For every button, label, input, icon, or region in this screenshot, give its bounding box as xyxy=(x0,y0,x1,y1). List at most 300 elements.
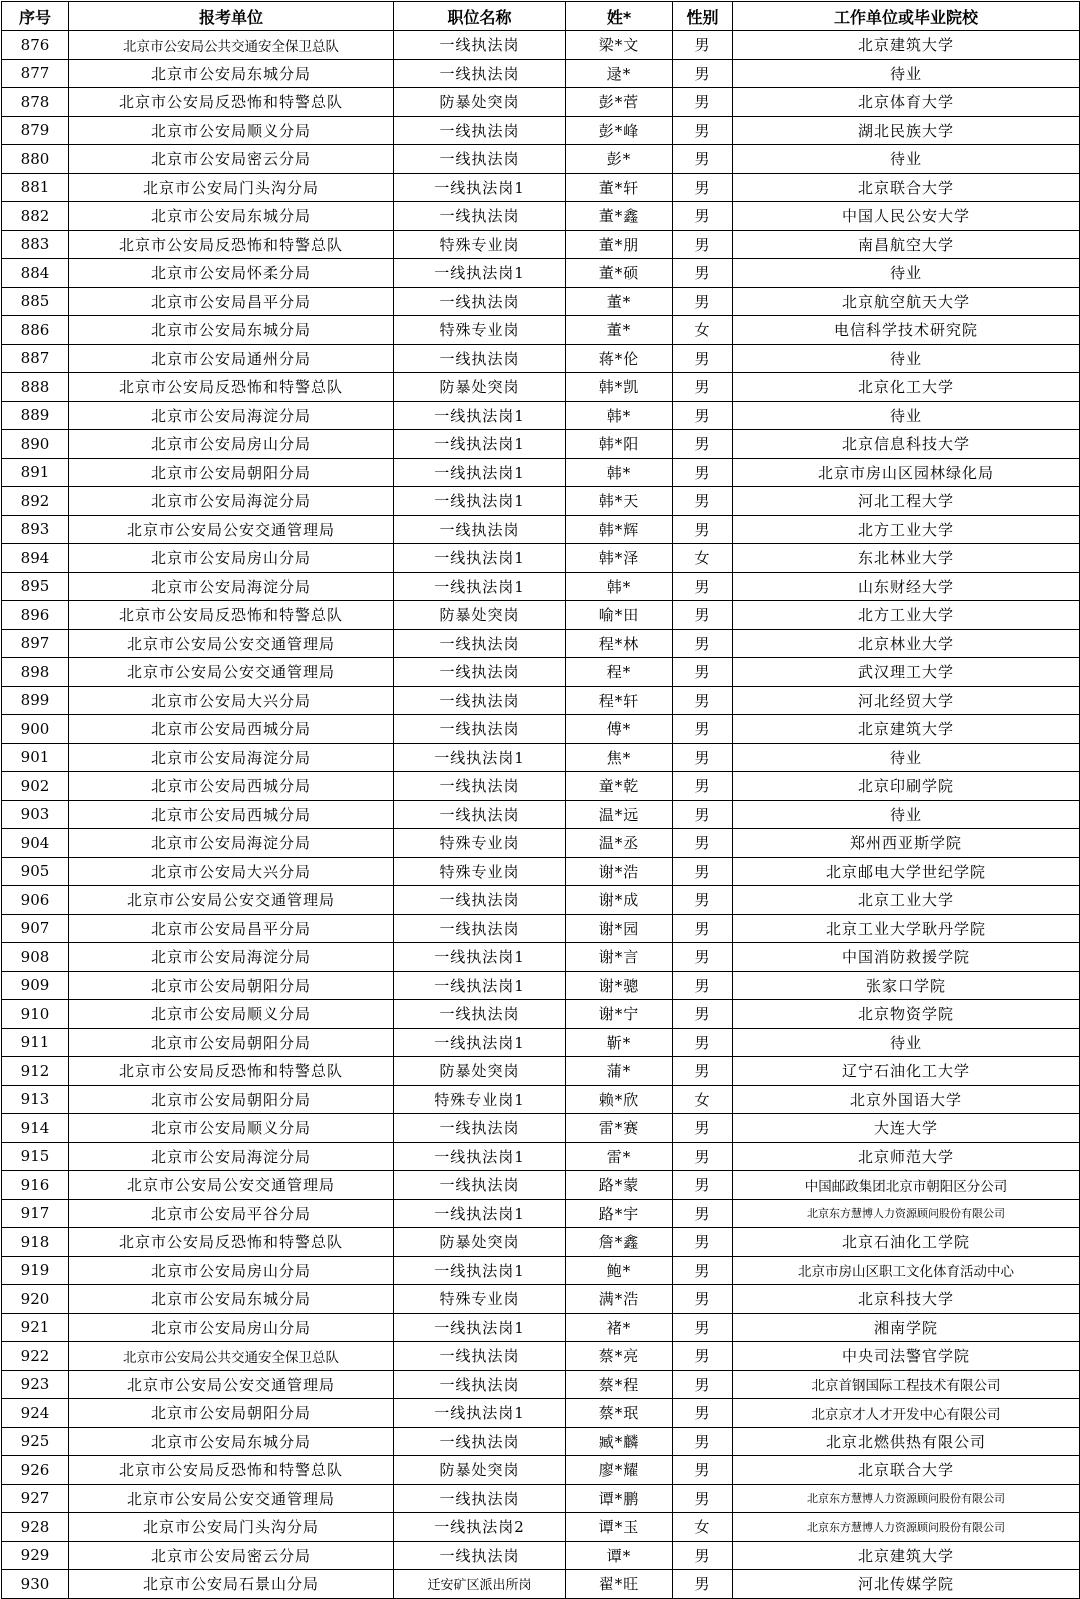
table-row xyxy=(2,88,1080,117)
cell-applied-unit: 北京市公安局顺义分局 xyxy=(69,116,394,145)
cell-serial-number: 921 xyxy=(2,1313,69,1342)
cell-workplace-or-school: 北方工业大学 xyxy=(733,601,1080,630)
cell-workplace-or-school: 北京印刷学院 xyxy=(733,772,1080,801)
cell-name: 韩*泽 xyxy=(566,544,673,573)
table-row xyxy=(2,145,1080,174)
cell-workplace-or-school: 北京联合大学 xyxy=(733,1456,1080,1485)
cell-serial-number: 889 xyxy=(2,401,69,430)
cell-applied-unit: 北京市公安局朝阳分局 xyxy=(69,1028,394,1057)
cell-workplace-or-school: 河北经贸大学 xyxy=(733,686,1080,715)
cell-name: 韩* xyxy=(566,572,673,601)
cell-applied-unit: 北京市公安局朝阳分局 xyxy=(69,1085,394,1114)
cell-applied-unit: 北京市公安局公安交通管理局 xyxy=(69,886,394,915)
cell-name: 董*轩 xyxy=(566,173,673,202)
cell-name: 褚* xyxy=(566,1313,673,1342)
cell-name: 谢*成 xyxy=(566,886,673,915)
cell-position-name: 一线执法岗 xyxy=(394,1114,566,1143)
cell-workplace-or-school: 北京建筑大学 xyxy=(733,715,1080,744)
table-row xyxy=(2,1313,1080,1342)
cell-workplace-or-school: 北京信息科技大学 xyxy=(733,430,1080,459)
cell-serial-number: 930 xyxy=(2,1570,69,1599)
table-row xyxy=(2,544,1080,573)
cell-position-name: 一线执法岗1 xyxy=(394,743,566,772)
cell-serial-number: 898 xyxy=(2,658,69,687)
cell-gender: 男 xyxy=(673,344,733,373)
header-row xyxy=(2,2,1080,31)
cell-name: 喻*田 xyxy=(566,601,673,630)
cell-workplace-or-school: 武汉理工大学 xyxy=(733,658,1080,687)
cell-workplace-or-school: 北京体育大学 xyxy=(733,88,1080,117)
cell-gender: 男 xyxy=(673,1057,733,1086)
cell-gender: 男 xyxy=(673,88,733,117)
cell-serial-number: 897 xyxy=(2,629,69,658)
cell-workplace-or-school: 待业 xyxy=(733,401,1080,430)
table-row xyxy=(2,1256,1080,1285)
cell-applied-unit: 北京市公安局朝阳分局 xyxy=(69,971,394,1000)
cell-applied-unit: 北京市公安局房山分局 xyxy=(69,1313,394,1342)
cell-workplace-or-school: 北京北燃供热有限公司 xyxy=(733,1427,1080,1456)
cell-serial-number: 912 xyxy=(2,1057,69,1086)
cell-gender: 男 xyxy=(673,373,733,402)
cell-applied-unit: 北京市公安局大兴分局 xyxy=(69,686,394,715)
cell-position-name: 一线执法岗 xyxy=(394,1000,566,1029)
cell-applied-unit: 北京市公安局平谷分局 xyxy=(69,1199,394,1228)
cell-position-name: 一线执法岗1 xyxy=(394,1142,566,1171)
cell-applied-unit: 北京市公安局东城分局 xyxy=(69,202,394,231)
header-position-name: 职位名称 xyxy=(394,2,566,31)
cell-serial-number: 915 xyxy=(2,1142,69,1171)
cell-serial-number: 895 xyxy=(2,572,69,601)
table-row xyxy=(2,658,1080,687)
cell-name: 董*硕 xyxy=(566,259,673,288)
cell-workplace-or-school: 待业 xyxy=(733,259,1080,288)
cell-name: 彭*菅 xyxy=(566,88,673,117)
table-row xyxy=(2,1570,1080,1599)
cell-position-name: 特殊专业岗 xyxy=(394,1285,566,1314)
cell-gender: 男 xyxy=(673,743,733,772)
cell-name: 韩*凯 xyxy=(566,373,673,402)
cell-name: 逯* xyxy=(566,59,673,88)
cell-position-name: 一线执法岗 xyxy=(394,715,566,744)
cell-position-name: 一线执法岗1 xyxy=(394,572,566,601)
cell-position-name: 一线执法岗1 xyxy=(394,1028,566,1057)
cell-serial-number: 877 xyxy=(2,59,69,88)
cell-applied-unit: 北京市公安局东城分局 xyxy=(69,316,394,345)
cell-applied-unit: 北京市公安局公安交通管理局 xyxy=(69,1171,394,1200)
cell-name: 谭* xyxy=(566,1541,673,1570)
cell-serial-number: 879 xyxy=(2,116,69,145)
cell-gender: 男 xyxy=(673,515,733,544)
cell-name: 雷* xyxy=(566,1142,673,1171)
cell-serial-number: 876 xyxy=(2,31,69,60)
cell-name: 董*朋 xyxy=(566,230,673,259)
table-row xyxy=(2,344,1080,373)
cell-gender: 男 xyxy=(673,1313,733,1342)
table-row xyxy=(2,943,1080,972)
cell-workplace-or-school: 待业 xyxy=(733,344,1080,373)
cell-serial-number: 929 xyxy=(2,1541,69,1570)
cell-gender: 男 xyxy=(673,1342,733,1371)
cell-applied-unit: 北京市公安局石景山分局 xyxy=(69,1570,394,1599)
cell-position-name: 一线执法岗 xyxy=(394,886,566,915)
cell-applied-unit: 北京市公安局西城分局 xyxy=(69,715,394,744)
cell-serial-number: 886 xyxy=(2,316,69,345)
cell-name: 满*浩 xyxy=(566,1285,673,1314)
cell-workplace-or-school: 待业 xyxy=(733,1028,1080,1057)
cell-position-name: 一线执法岗 xyxy=(394,145,566,174)
cell-gender: 男 xyxy=(673,1171,733,1200)
cell-workplace-or-school: 北京科技大学 xyxy=(733,1285,1080,1314)
cell-workplace-or-school: 待业 xyxy=(733,59,1080,88)
cell-serial-number: 906 xyxy=(2,886,69,915)
cell-gender: 男 xyxy=(673,1256,733,1285)
cell-gender: 男 xyxy=(673,145,733,174)
table-row xyxy=(2,715,1080,744)
cell-gender: 男 xyxy=(673,800,733,829)
cell-position-name: 一线执法岗1 xyxy=(394,943,566,972)
cell-workplace-or-school: 北京林业大学 xyxy=(733,629,1080,658)
cell-gender: 男 xyxy=(673,1228,733,1257)
cell-applied-unit: 北京市公安局门头沟分局 xyxy=(69,173,394,202)
cell-position-name: 一线执法岗 xyxy=(394,287,566,316)
cell-applied-unit: 北京市公安局东城分局 xyxy=(69,59,394,88)
cell-name: 温*远 xyxy=(566,800,673,829)
cell-gender: 男 xyxy=(673,458,733,487)
table-row xyxy=(2,1370,1080,1399)
table-row xyxy=(2,1142,1080,1171)
cell-workplace-or-school: 北京师范大学 xyxy=(733,1142,1080,1171)
table-row xyxy=(2,686,1080,715)
cell-workplace-or-school: 湖北民族大学 xyxy=(733,116,1080,145)
cell-position-name: 一线执法岗2 xyxy=(394,1513,566,1542)
cell-gender: 男 xyxy=(673,1000,733,1029)
cell-gender: 男 xyxy=(673,914,733,943)
cell-serial-number: 878 xyxy=(2,88,69,117)
cell-serial-number: 926 xyxy=(2,1456,69,1485)
cell-name: 董* xyxy=(566,316,673,345)
cell-serial-number: 882 xyxy=(2,202,69,231)
cell-workplace-or-school: 北京市房山区职工文化体育活动中心 xyxy=(733,1256,1080,1285)
cell-name: 鲍* xyxy=(566,1256,673,1285)
table-row xyxy=(2,1000,1080,1029)
cell-name: 董*鑫 xyxy=(566,202,673,231)
cell-name: 韩*天 xyxy=(566,487,673,516)
cell-gender: 男 xyxy=(673,772,733,801)
cell-applied-unit: 北京市公安局公安交通管理局 xyxy=(69,515,394,544)
cell-name: 蔡*亮 xyxy=(566,1342,673,1371)
cell-applied-unit: 北京市公安局房山分局 xyxy=(69,430,394,459)
cell-workplace-or-school: 山东财经大学 xyxy=(733,572,1080,601)
cell-workplace-or-school: 北京首钢国际工程技术有限公司 xyxy=(733,1370,1080,1399)
cell-workplace-or-school: 待业 xyxy=(733,800,1080,829)
cell-gender: 男 xyxy=(673,430,733,459)
cell-serial-number: 892 xyxy=(2,487,69,516)
cell-gender: 男 xyxy=(673,1427,733,1456)
cell-name: 焦* xyxy=(566,743,673,772)
cell-applied-unit: 北京市公安局海淀分局 xyxy=(69,1142,394,1171)
cell-position-name: 一线执法岗 xyxy=(394,772,566,801)
cell-position-name: 一线执法岗 xyxy=(394,515,566,544)
cell-name: 路*蒙 xyxy=(566,1171,673,1200)
cell-position-name: 一线执法岗1 xyxy=(394,971,566,1000)
cell-serial-number: 909 xyxy=(2,971,69,1000)
cell-name: 童*乾 xyxy=(566,772,673,801)
cell-position-name: 特殊专业岗 xyxy=(394,230,566,259)
cell-applied-unit: 北京市公安局朝阳分局 xyxy=(69,1399,394,1428)
cell-workplace-or-school: 中国人民公安大学 xyxy=(733,202,1080,231)
table-row xyxy=(2,1028,1080,1057)
table-row xyxy=(2,1541,1080,1570)
cell-workplace-or-school: 北京物资学院 xyxy=(733,1000,1080,1029)
cell-position-name: 一线执法岗 xyxy=(394,1171,566,1200)
cell-applied-unit: 北京市公安局公共交通安全保卫总队 xyxy=(69,31,394,60)
header-name: 姓* xyxy=(566,2,673,31)
cell-position-name: 一线执法岗1 xyxy=(394,173,566,202)
cell-serial-number: 907 xyxy=(2,914,69,943)
cell-gender: 男 xyxy=(673,829,733,858)
cell-gender: 男 xyxy=(673,1142,733,1171)
cell-gender: 女 xyxy=(673,1085,733,1114)
cell-position-name: 防暴处突岗 xyxy=(394,601,566,630)
cell-serial-number: 916 xyxy=(2,1171,69,1200)
cell-position-name: 一线执法岗1 xyxy=(394,1199,566,1228)
cell-serial-number: 918 xyxy=(2,1228,69,1257)
cell-applied-unit: 北京市公安局公安交通管理局 xyxy=(69,1370,394,1399)
table-body xyxy=(2,31,1080,1599)
cell-name: 谭*鹏 xyxy=(566,1484,673,1513)
cell-gender: 男 xyxy=(673,572,733,601)
cell-serial-number: 914 xyxy=(2,1114,69,1143)
cell-name: 翟*旺 xyxy=(566,1570,673,1599)
cell-serial-number: 928 xyxy=(2,1513,69,1542)
cell-gender: 男 xyxy=(673,1370,733,1399)
table-row xyxy=(2,59,1080,88)
cell-workplace-or-school: 北方工业大学 xyxy=(733,515,1080,544)
cell-workplace-or-school: 北京外国语大学 xyxy=(733,1085,1080,1114)
cell-applied-unit: 北京市公安局海淀分局 xyxy=(69,943,394,972)
cell-gender: 男 xyxy=(673,943,733,972)
cell-name: 梁*文 xyxy=(566,31,673,60)
cell-position-name: 一线执法岗1 xyxy=(394,458,566,487)
cell-gender: 男 xyxy=(673,1399,733,1428)
cell-position-name: 一线执法岗 xyxy=(394,1342,566,1371)
cell-workplace-or-school: 中国消防救援学院 xyxy=(733,943,1080,972)
cell-position-name: 一线执法岗1 xyxy=(394,487,566,516)
table-row xyxy=(2,743,1080,772)
cell-workplace-or-school: 北京建筑大学 xyxy=(733,1541,1080,1570)
cell-serial-number: 925 xyxy=(2,1427,69,1456)
cell-position-name: 一线执法岗 xyxy=(394,1541,566,1570)
cell-position-name: 防暴处突岗 xyxy=(394,88,566,117)
cell-gender: 男 xyxy=(673,629,733,658)
cell-gender: 男 xyxy=(673,401,733,430)
table-row xyxy=(2,401,1080,430)
cell-gender: 男 xyxy=(673,1199,733,1228)
cell-applied-unit: 北京市公安局海淀分局 xyxy=(69,401,394,430)
cell-serial-number: 896 xyxy=(2,601,69,630)
cell-name: 赖*欣 xyxy=(566,1085,673,1114)
cell-position-name: 一线执法岗1 xyxy=(394,1256,566,1285)
cell-name: 谢*言 xyxy=(566,943,673,972)
cell-workplace-or-school: 张家口学院 xyxy=(733,971,1080,1000)
table-row xyxy=(2,1285,1080,1314)
cell-position-name: 一线执法岗 xyxy=(394,116,566,145)
cell-gender: 女 xyxy=(673,544,733,573)
table-row xyxy=(2,1513,1080,1542)
cell-position-name: 一线执法岗1 xyxy=(394,544,566,573)
table-row xyxy=(2,1456,1080,1485)
cell-name: 谢*浩 xyxy=(566,857,673,886)
cell-name: 谭*玉 xyxy=(566,1513,673,1542)
table-row xyxy=(2,458,1080,487)
cell-serial-number: 904 xyxy=(2,829,69,858)
cell-serial-number: 920 xyxy=(2,1285,69,1314)
cell-workplace-or-school: 北京邮电大学世纪学院 xyxy=(733,857,1080,886)
cell-position-name: 一线执法岗 xyxy=(394,658,566,687)
cell-workplace-or-school: 待业 xyxy=(733,145,1080,174)
cell-workplace-or-school: 北京市房山区园林绿化局 xyxy=(733,458,1080,487)
cell-gender: 男 xyxy=(673,1570,733,1599)
cell-serial-number: 902 xyxy=(2,772,69,801)
cell-applied-unit: 北京市公安局反恐怖和特警总队 xyxy=(69,1228,394,1257)
cell-workplace-or-school: 北京东方慧博人力资源顾问股份有限公司 xyxy=(733,1484,1080,1513)
cell-applied-unit: 北京市公安局门头沟分局 xyxy=(69,1513,394,1542)
cell-gender: 男 xyxy=(673,1456,733,1485)
cell-position-name: 特殊专业岗 xyxy=(394,857,566,886)
cell-serial-number: 917 xyxy=(2,1199,69,1228)
cell-position-name: 一线执法岗 xyxy=(394,59,566,88)
cell-workplace-or-school: 中国邮政集团北京市朝阳区分公司 xyxy=(733,1171,1080,1200)
table-row xyxy=(2,1342,1080,1371)
cell-gender: 男 xyxy=(673,686,733,715)
table-row xyxy=(2,515,1080,544)
table-row xyxy=(2,316,1080,345)
table-row xyxy=(2,1057,1080,1086)
cell-gender: 男 xyxy=(673,59,733,88)
cell-applied-unit: 北京市公安局密云分局 xyxy=(69,145,394,174)
cell-name: 雷*赛 xyxy=(566,1114,673,1143)
cell-workplace-or-school: 北京建筑大学 xyxy=(733,31,1080,60)
cell-position-name: 防暴处突岗 xyxy=(394,373,566,402)
cell-name: 蔡*珉 xyxy=(566,1399,673,1428)
cell-applied-unit: 北京市公安局西城分局 xyxy=(69,800,394,829)
cell-position-name: 一线执法岗 xyxy=(394,1370,566,1399)
table-row xyxy=(2,886,1080,915)
table-row xyxy=(2,202,1080,231)
cell-name: 路*宇 xyxy=(566,1199,673,1228)
cell-serial-number: 890 xyxy=(2,430,69,459)
table-row xyxy=(2,31,1080,60)
cell-position-name: 一线执法岗 xyxy=(394,800,566,829)
cell-applied-unit: 北京市公安局房山分局 xyxy=(69,544,394,573)
table-row xyxy=(2,1427,1080,1456)
cell-serial-number: 919 xyxy=(2,1256,69,1285)
table-row xyxy=(2,971,1080,1000)
cell-serial-number: 924 xyxy=(2,1399,69,1428)
cell-applied-unit: 北京市公安局大兴分局 xyxy=(69,857,394,886)
cell-gender: 男 xyxy=(673,601,733,630)
cell-applied-unit: 北京市公安局昌平分局 xyxy=(69,287,394,316)
cell-gender: 男 xyxy=(673,202,733,231)
table-row xyxy=(2,1171,1080,1200)
cell-position-name: 一线执法岗1 xyxy=(394,259,566,288)
cell-workplace-or-school: 北京化工大学 xyxy=(733,373,1080,402)
table-row xyxy=(2,914,1080,943)
cell-position-name: 一线执法岗 xyxy=(394,1484,566,1513)
cell-workplace-or-school: 北京东方慧博人力资源顾问股份有限公司 xyxy=(733,1199,1080,1228)
cell-applied-unit: 北京市公安局反恐怖和特警总队 xyxy=(69,601,394,630)
table-row xyxy=(2,230,1080,259)
cell-position-name: 一线执法岗 xyxy=(394,31,566,60)
cell-applied-unit: 北京市公安局房山分局 xyxy=(69,1256,394,1285)
cell-serial-number: 922 xyxy=(2,1342,69,1371)
cell-applied-unit: 北京市公安局昌平分局 xyxy=(69,914,394,943)
cell-serial-number: 900 xyxy=(2,715,69,744)
table-row xyxy=(2,259,1080,288)
cell-gender: 男 xyxy=(673,487,733,516)
cell-name: 程*轩 xyxy=(566,686,673,715)
cell-position-name: 防暴处突岗 xyxy=(394,1456,566,1485)
cell-serial-number: 923 xyxy=(2,1370,69,1399)
cell-serial-number: 927 xyxy=(2,1484,69,1513)
table-row xyxy=(2,1085,1080,1114)
cell-serial-number: 908 xyxy=(2,943,69,972)
cell-name: 韩* xyxy=(566,458,673,487)
cell-position-name: 一线执法岗 xyxy=(394,344,566,373)
table-row xyxy=(2,487,1080,516)
table-row xyxy=(2,772,1080,801)
table-row xyxy=(2,1114,1080,1143)
cell-workplace-or-school: 大连大学 xyxy=(733,1114,1080,1143)
table-row xyxy=(2,1399,1080,1428)
table-row xyxy=(2,373,1080,402)
header-serial-number: 序号 xyxy=(2,2,69,31)
cell-applied-unit: 北京市公安局通州分局 xyxy=(69,344,394,373)
cell-name: 彭* xyxy=(566,145,673,174)
table-row xyxy=(2,601,1080,630)
cell-workplace-or-school: 北京京才人才开发中心有限公司 xyxy=(733,1399,1080,1428)
header-applied-unit: 报考单位 xyxy=(69,2,394,31)
cell-name: 谢*园 xyxy=(566,914,673,943)
cell-applied-unit: 北京市公安局海淀分局 xyxy=(69,572,394,601)
cell-serial-number: 905 xyxy=(2,857,69,886)
table-row xyxy=(2,173,1080,202)
cell-name: 韩*辉 xyxy=(566,515,673,544)
cell-workplace-or-school: 湘南学院 xyxy=(733,1313,1080,1342)
cell-applied-unit: 北京市公安局公安交通管理局 xyxy=(69,629,394,658)
cell-workplace-or-school: 北京东方慧博人力资源顾问股份有限公司 xyxy=(733,1513,1080,1542)
cell-position-name: 一线执法岗1 xyxy=(394,430,566,459)
cell-applied-unit: 北京市公安局海淀分局 xyxy=(69,829,394,858)
cell-gender: 男 xyxy=(673,1028,733,1057)
cell-workplace-or-school: 电信科学技术研究院 xyxy=(733,316,1080,345)
cell-position-name: 特殊专业岗 xyxy=(394,316,566,345)
candidate-table xyxy=(1,1,1080,1599)
cell-position-name: 一线执法岗1 xyxy=(394,1399,566,1428)
cell-serial-number: 903 xyxy=(2,800,69,829)
cell-serial-number: 910 xyxy=(2,1000,69,1029)
cell-name: 温*丞 xyxy=(566,829,673,858)
cell-position-name: 一线执法岗 xyxy=(394,1427,566,1456)
cell-gender: 男 xyxy=(673,287,733,316)
cell-applied-unit: 北京市公安局反恐怖和特警总队 xyxy=(69,1057,394,1086)
cell-position-name: 迁安矿区派出所岗 xyxy=(394,1570,566,1599)
cell-position-name: 防暴处突岗 xyxy=(394,1228,566,1257)
cell-name: 董* xyxy=(566,287,673,316)
cell-workplace-or-school: 河北传媒学院 xyxy=(733,1570,1080,1599)
cell-gender: 男 xyxy=(673,1285,733,1314)
cell-serial-number: 885 xyxy=(2,287,69,316)
